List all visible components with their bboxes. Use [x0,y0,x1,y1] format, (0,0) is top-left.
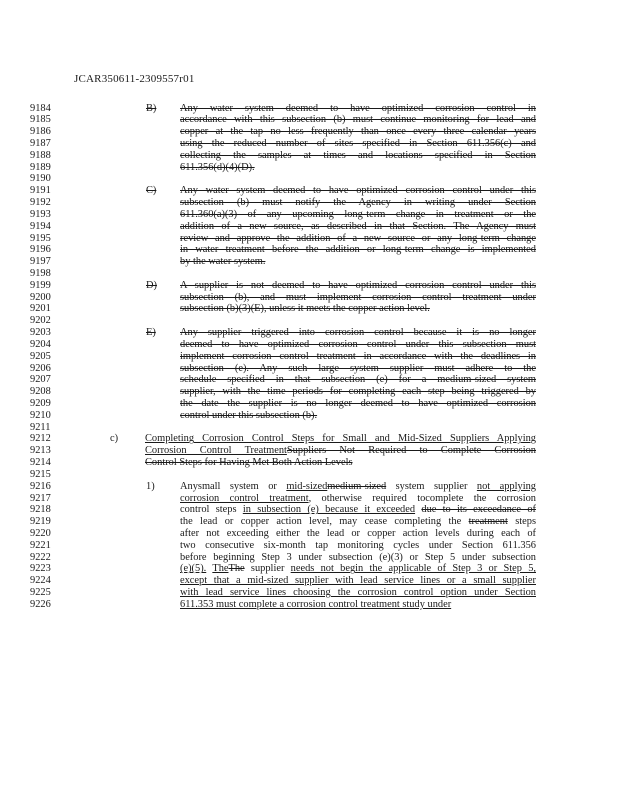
document-line [0,303,618,315]
document-line [0,481,618,493]
inserted-text: with lead service lines choosing the corrosion control option under Section [180,587,536,599]
document-line [0,433,618,445]
deleted-text: subsection (e). Any such large system supplier must adhere to the [180,362,536,374]
deleted-text: Suppliers Not Required to Complete Corrosion [286,445,536,457]
line-number: 9220 [30,528,51,540]
line-text [145,445,536,457]
document-line [0,504,618,516]
deleted-text: review and approve the addition of a new source or any long-term change [180,232,536,244]
item-marker: D) [146,279,157,291]
inserted-text: corrosion control treatment [180,492,309,504]
deleted-text: medium-sized [327,480,387,492]
document-line [0,445,618,457]
document-line [0,209,618,221]
line-number: 9218 [30,504,51,516]
text-run: two consecutive six-month tap monitoring cycles under Section 611.356 [180,539,536,551]
document-line [0,138,618,150]
line-number: 9226 [30,598,51,610]
line-text [180,221,536,233]
document-line [0,162,618,174]
deleted-text: Control Steps for Having Met Both Action Levels [145,457,353,469]
line-text [180,256,536,268]
text-run: control steps [180,504,243,516]
text-run: system supplier [386,480,477,492]
line-number: 9199 [30,279,51,291]
document-line [0,292,618,304]
text-run: complete the corrosion [425,492,536,504]
line-number: 9208 [30,386,51,398]
document-line [0,197,618,209]
document-line [0,493,618,505]
deleted-text: subsection (b), and must implement corrosion control treatment under [180,291,536,303]
document-line [0,540,618,552]
line-number: 9193 [30,208,51,220]
line-number: 9203 [30,327,51,339]
line-number: 9213 [30,445,51,457]
inserted-text: Completing Corrosion Control Steps for Small and Mid-Sized Suppliers Applying [145,433,536,445]
line-number: 9190 [30,173,51,185]
line-text [180,587,536,599]
line-number: 9186 [30,126,51,138]
document-line [0,103,618,115]
text-run: supplier [244,563,291,575]
line-text [145,457,536,469]
deleted-text: implement corrosion control treatment in accordance with the deadlines in [180,350,536,362]
line-text [180,516,536,528]
line-text [180,493,536,505]
inserted-text: not applying [476,480,536,492]
document-line [0,422,618,434]
line-text [180,552,536,564]
line-text [180,114,536,126]
line-number: 9204 [30,338,51,350]
document-line [0,516,618,528]
line-number: 9188 [30,149,51,161]
line-text [180,280,536,292]
line-text [180,599,536,611]
document-line [0,315,618,327]
line-text [180,292,536,304]
line-text [180,528,536,540]
deleted-text: 611.360(a)(3) of any upcoming long-term change in treatment or the [180,208,536,220]
line-text [180,386,536,398]
deleted-text: the date the supplier is no longer deemed to have optimized corrosion [180,398,536,409]
line-text [145,433,536,445]
document-line [0,351,618,363]
line-text [180,138,536,150]
text-run: system or [220,480,287,492]
line-text [180,398,536,410]
document-line [0,173,618,185]
document-line [0,327,618,339]
document-line [0,575,618,587]
document-line [0,599,618,611]
deleted-text: by the water system. [180,256,266,268]
line-number: 9185 [30,114,51,126]
line-text [180,233,536,245]
line-number: 9211 [30,421,51,433]
line-number: 9187 [30,137,51,149]
deleted-text: Any water system deemed to have optimized corrosion control in [180,102,536,114]
inserted-text: needs not begin the applicable of Step 3 or Step 5, [290,563,536,575]
document-line [0,457,618,469]
line-text [180,126,536,138]
text-run: after not exceeding either the lead or copper action levels during each of [180,528,536,540]
deleted-text: deemed to have optimized corrosion control under this subsection must [180,338,536,350]
line-number: 9184 [30,102,51,114]
line-number: 9206 [30,362,51,374]
text-run: Any [180,480,198,492]
line-number: 9222 [30,551,51,563]
text-run: small [197,480,221,492]
line-number: 9205 [30,350,51,362]
line-text [180,162,536,174]
line-text [180,197,536,209]
line-text [180,374,536,386]
line-number: 9210 [30,409,51,421]
document-line [0,280,618,292]
line-number: 9224 [30,575,51,587]
line-number: 9194 [30,220,51,232]
line-number: 9215 [30,468,51,480]
line-text [180,563,536,575]
document-line [0,268,618,280]
inserted-text: The [212,563,229,575]
line-text [180,150,536,162]
document-line [0,150,618,162]
document-line [0,528,618,540]
document-line [0,386,618,398]
inserted-text: mid-sized [286,480,328,492]
inserted-text: 611.353 must complete a corrosion control treatment study under [180,598,452,610]
deleted-text: supplier, with the time periods for completing each step being triggered by [180,386,536,398]
deleted-text: collecting the samples at times and locations specified in Section [180,149,536,161]
document-id: JCAR350611-2309557r01 [74,73,195,85]
document-line [0,410,618,422]
item-marker: E) [146,327,156,339]
line-number: 9219 [30,516,51,528]
line-number: 9221 [30,539,51,551]
line-number: 9223 [30,563,51,575]
document-line [0,233,618,245]
line-number: 9209 [30,398,51,409]
line-number: 9200 [30,291,51,303]
document-line [0,244,618,256]
document-line [0,398,618,410]
line-number: 9196 [30,244,51,256]
deleted-text: A supplier is not deemed to have optimized corrosion control under this [180,279,536,291]
line-number: 9225 [30,587,51,599]
line-number: 9216 [30,480,51,492]
inserted-text: in subsection (e) because it exceeded [242,504,416,516]
deleted-text: accordance with this subsection (b) must continue monitoring for lead and [180,114,536,126]
line-text [180,185,536,197]
document-line [0,374,618,386]
line-number: 9191 [30,185,51,197]
line-text [180,209,536,221]
inserted-text: Corrosion Control Treatment [145,445,287,457]
deleted-text: due to its exceedance of [421,504,536,516]
deleted-text: addition of a new source, as described in that Section. The Agency must [180,220,536,232]
item-marker: B) [146,102,157,114]
line-number: 9192 [30,197,51,209]
line-text [180,481,536,493]
document-line [0,114,618,126]
deleted-text: copper at the tap no less frequently than once every three calendar years [180,126,536,138]
document-line [0,587,618,599]
text-run: steps [507,516,536,528]
line-text [180,410,536,422]
text-run: before beginning Step 3 under subsection (e)(3) or Step 5 under subsection [180,551,536,563]
deleted-text: schedule specified in that subsection (e) for a medium-sized system [180,374,536,386]
line-number: 9202 [30,315,51,327]
line-text [180,540,536,552]
deleted-text: using the reduced number of sites specified in Section 611.356(c) and [180,137,536,149]
line-text [180,363,536,375]
deleted-text: The [228,563,245,575]
document-line [0,363,618,375]
line-number: 9214 [30,457,51,469]
deleted-text: 611.356(d)(4)(D). [180,161,255,173]
document-line [0,563,618,575]
document-line [0,126,618,138]
line-number: 9207 [30,374,51,386]
line-text [180,351,536,363]
document-line [0,221,618,233]
line-number: 9217 [30,492,51,504]
text-run: , otherwise required to [308,492,426,504]
deleted-text: control under this subsection (b). [180,409,318,421]
line-text [180,103,536,115]
item-marker: C) [146,185,157,197]
line-text [180,504,536,516]
deleted-text: Any supplier triggered into corrosion control because it is no longer [180,327,536,339]
document-line [0,552,618,564]
document-line [0,469,618,481]
document-line [0,185,618,197]
document-line [0,256,618,268]
line-text [180,575,536,587]
deleted-text: subsection (b) must notify the Agency in writing under Section [180,197,536,209]
deleted-text: subsection (b)(3)(E), unless it meets the copper action level. [180,303,430,315]
inserted-text: (e)(5). [180,563,207,575]
line-number: 9198 [30,267,51,279]
line-text [180,339,536,351]
line-text [180,244,536,256]
deleted-text: treatment [468,516,508,528]
line-number: 9201 [30,303,51,315]
text-run: the lead or copper action level, may cease completing the [180,516,469,528]
item-marker: 1) [146,480,155,492]
line-number: 9212 [30,433,51,445]
line-text [180,327,536,339]
line-number: 9189 [30,161,51,173]
document-line [0,339,618,351]
item-marker: c) [110,433,119,445]
inserted-text: except that a mid-sized supplier with lead service lines or a small supplier [180,575,536,587]
deleted-text: in water treatment before the addition or long-term change is implemented [180,244,536,256]
line-text [180,303,536,315]
deleted-text: Any water system deemed to have optimized corrosion control under this [180,185,536,197]
line-number: 9197 [30,256,51,268]
line-number: 9195 [30,232,51,244]
